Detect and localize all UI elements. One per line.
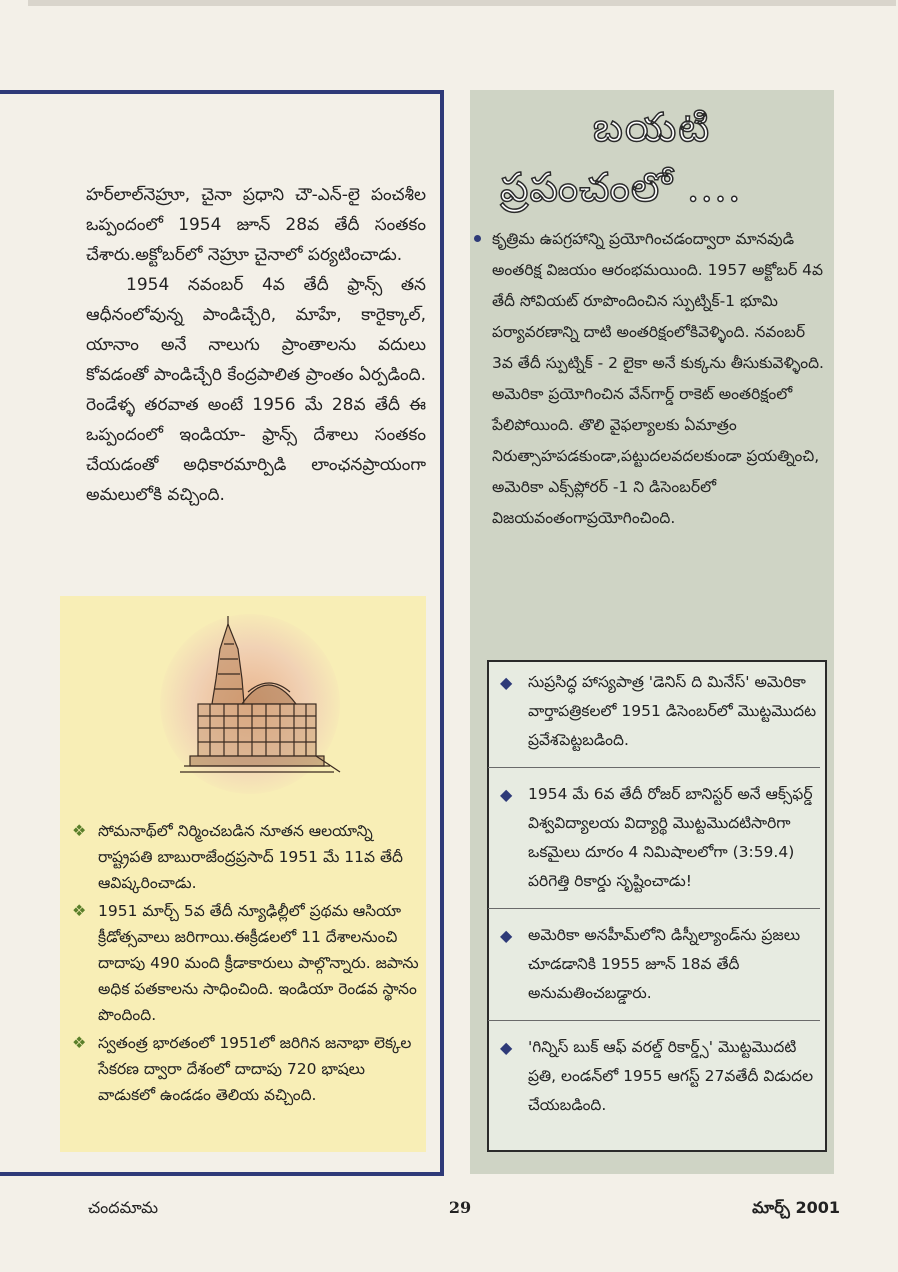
section-heading-line1: బయటి bbox=[592, 105, 712, 151]
bullet-dot-icon bbox=[474, 235, 481, 242]
somnath-temple-illustration bbox=[150, 604, 350, 804]
left-facts-list bbox=[72, 818, 422, 1110]
fact-text: సోమనాథ్‌లో నిర్మించబడిన నూతన ఆలయాన్ని రాష్ట్రపతి బాబురాజేంద్రప్రసాద్ 1951 మే 11వ తేదీ ఆవిష్కరించాడు. bbox=[98, 822, 403, 892]
diamond-cluster-icon: ❖ bbox=[72, 1033, 87, 1052]
list-item bbox=[72, 898, 422, 1028]
fact-text: 'గిన్నిస్ బుక్ ఆఫ్ వరల్డ్ రికార్డ్స్' మొట్టమొదటి ప్రతి, లండన్‌లో 1955 ఆగస్ట్ 27వతేదీ విడుదల చేయబడింది. bbox=[528, 1038, 814, 1114]
diamond-icon: ◆ bbox=[500, 673, 513, 692]
diamond-cluster-icon: ❖ bbox=[72, 901, 87, 920]
magazine-name: చందమామ bbox=[88, 1198, 159, 1217]
temple-image bbox=[150, 604, 350, 804]
list-item bbox=[488, 908, 820, 1008]
paragraph-panchsheel: హర్‌లాల్‌నెహ్రూ, చైనా ప్రధాని చౌ-ఎన్-లై పంచశీల ఒప్పందంలో 1954 జూన్ 28వ తేదీ సంతకం చేశారు.అక్టోబర్‌లో నెహ్రూ చైనాలో పర్యటించాడు. bbox=[86, 185, 426, 265]
diamond-icon: ◆ bbox=[500, 1038, 513, 1057]
section-heading-line2: ప్రపంచంలో .... bbox=[500, 165, 742, 211]
list-item bbox=[72, 1030, 422, 1108]
diamond-cluster-icon: ❖ bbox=[72, 821, 87, 840]
page-number: 29 bbox=[448, 1198, 472, 1217]
list-item bbox=[488, 767, 820, 896]
right-intro-paragraph bbox=[492, 224, 826, 534]
right-facts-list bbox=[500, 668, 820, 1120]
list-item bbox=[72, 818, 422, 896]
list-item bbox=[500, 668, 820, 755]
issue-date: మార్చ్ 2001 bbox=[752, 1198, 840, 1217]
diamond-icon: ◆ bbox=[500, 785, 513, 804]
fact-text: అమెరికా అనహీమ్‌లోని డిస్నీల్యాండ్‌ను ప్రజలు చూడడానికి 1955 జూన్ 18వ తేదీ అనుమతించబడ్డారు. bbox=[528, 926, 801, 1002]
fact-text: 1954 మే 6వ తేదీ రోజర్ బానిస్టర్ అనే ఆక్స్‌ఫర్డ్ విశ్వవిద్యాలయ విద్యార్థి మొట్టమొదటిసారిగా ఒకమైలు దూరం 4 నిమిషాలలోగా (3:59.4) పరిగెత్తి రికార్డు సృష్టించాడు! bbox=[528, 785, 813, 890]
list-item bbox=[488, 1020, 820, 1120]
page-edge bbox=[28, 0, 896, 6]
fact-text: సుప్రసిద్ధ హాస్యపాత్ర 'డెనిస్ ది మినేస్' అమెరికా వార్తాపత్రికలలో 1951 డిసెంబర్‌లో మొట్టమొదట ప్రవేశపెట్టబడింది. bbox=[528, 673, 817, 749]
fact-text: 1951 మార్చ్ 5వ తేదీ న్యూఢిల్లీలో ప్రథమ ఆసియా క్రీడోత్సవాలు జరిగాయి.ఈక్రీడలలో 11 దేశాలనుంచి దాదాపు 490 మంది క్రీడాకారులు పాల్గొన్నారు. జపాను అధిక పతకాలను సాధించింది. ఇండియా రెండవ స్థానం పొందింది. bbox=[98, 902, 419, 1024]
diamond-icon: ◆ bbox=[500, 926, 513, 945]
fact-text: స్వతంత్ర భారతంలో 1951లో జరిగిన జనాభా లెక్కల సేకరణ ద్వారా దేశంలో దాదాపు 720 భాషలు వాడుకలో ఉండడం తెలియ వచ్చింది. bbox=[98, 1034, 412, 1104]
left-column-text bbox=[86, 180, 426, 510]
paragraph-pondicherry: 1954 నవంబర్ 4వ తేదీ ఫ్రాన్స్ తన ఆధీనంలోవున్న పాండిచ్చేరి, మాహే, కారైక్కాల్, యానాం అనే నాలుగు ప్రాంతాలను వదులు కోవడంతో పాండిచ్చేరి కేంద్రపాలిత ప్రాంతం ఏర్పడింది. రెండేళ్ళ తరవాత అంటే 1956 మే 28వ తేదీ ఈ ఒప్పందంలో ఇండియా- ఫ్రాన్స్ దేశాలు సంతకం చేయడంతో అధికారమార్పిడి లాంఛనప్రాయంగా అమలులోకి వచ్చింది. bbox=[86, 275, 426, 505]
intro-text: కృత్రిమ ఉపగ్రహాన్ని ప్రయోగించడంద్వారా మానవుడి అంతరిక్ష విజయం ఆరంభమయింది. 1957 అక్టోబర్ 4వ తేదీ సోవియట్ రూపొందించిన స్పుట్నిక్-1 భూమి పర్యావరణాన్ని దాటి అంతరిక్షంలోకివెళ్ళింది. నవంబర్ 3వ తేదీ స్పుట్నిక్ - 2 లైకా అనే కుక్కను తీసుకువెళ్ళింది. అమెరికా ప్రయోగించిన వేన్‌గార్డ్ రాకెట్ అంతరిక్షంలో పేలిపోయింది. తొలి వైఫల్యాలకు ఏమాత్రం నిరుత్సాహపడకుండా,పట్టుదలవదలకుండా ప్రయత్నించి, అమెరికా ఎక్స్‌ప్లోరర్ -1 ని డిసెంబర్‌లో విజయవంతంగాప్రయోగించింది. bbox=[492, 230, 824, 527]
